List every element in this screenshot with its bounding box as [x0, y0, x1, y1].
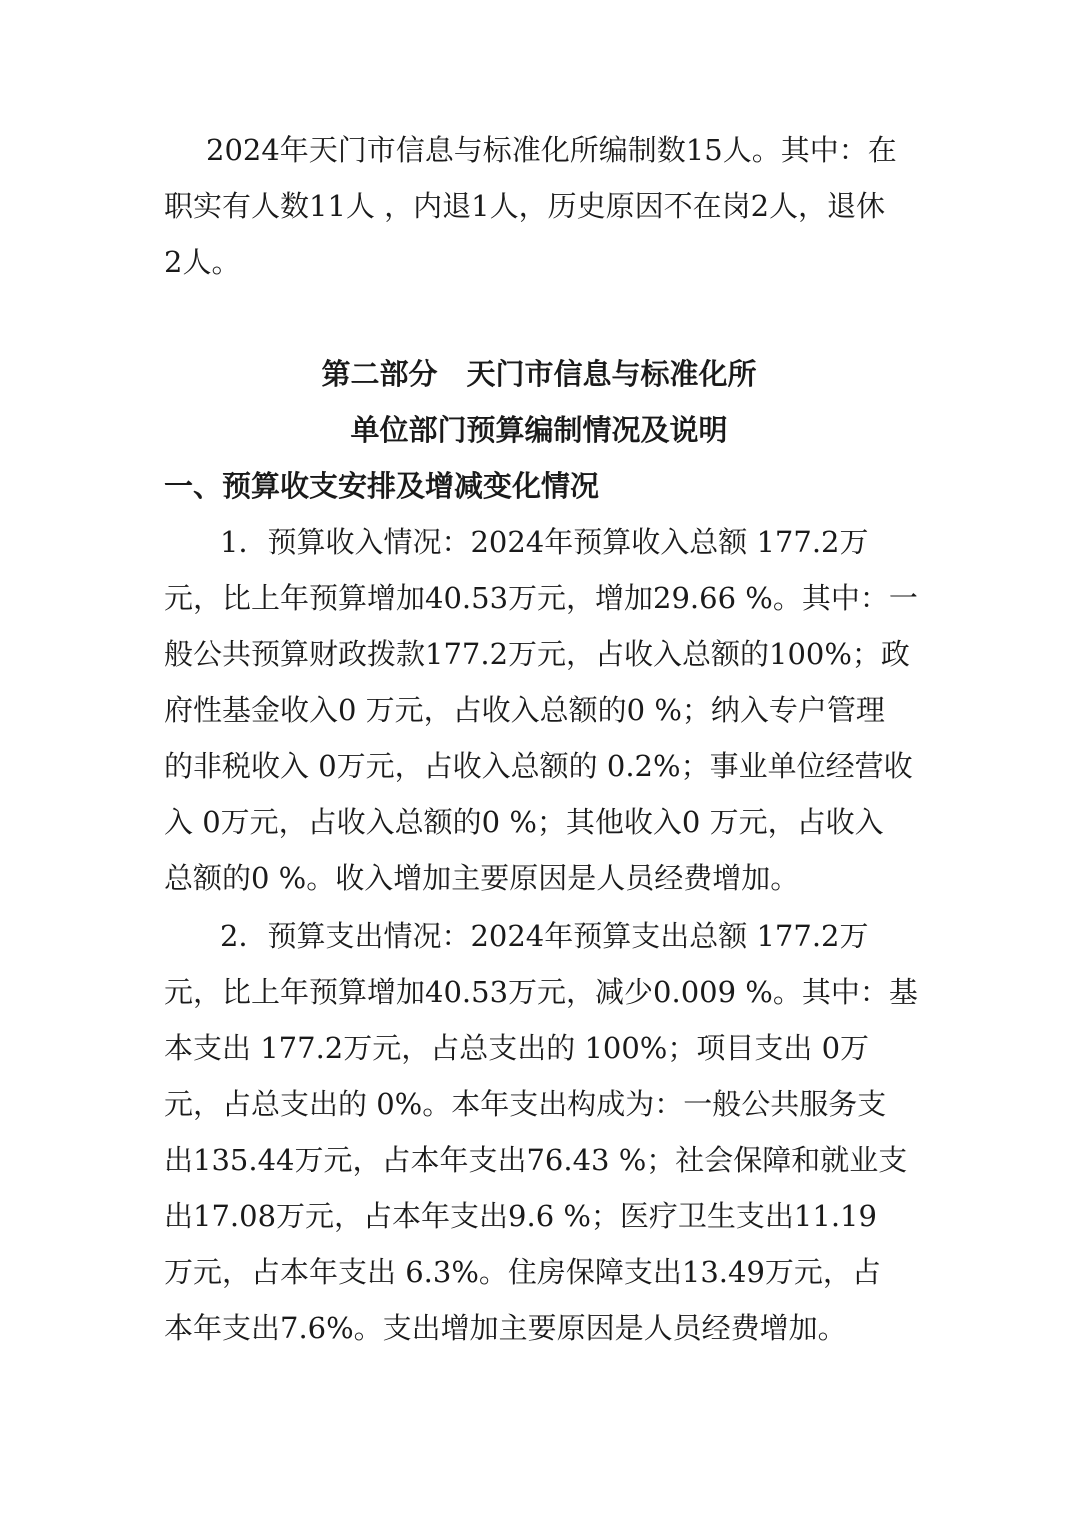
intro-line-2: 职实有人数11人 ，内退1人，历史原因不在岗2人，退休: [164, 189, 886, 223]
expense-line-2: 元，比上年预算增加40.53万元，减少0.009 %。其中：基: [164, 975, 918, 1009]
income-line-6: 入 0万元，占收入总额的0 %；其他收入0 万元，占收入: [164, 805, 884, 839]
part-title-line-1: 第二部分 天门市信息与标准化所: [321, 357, 757, 391]
income-line-7: 总额的0 %。收入增加主要原因是人员经费增加。: [164, 861, 800, 895]
income-line-4: 府性基金收入0 万元，占收入总额的0 %；纳入专户管理: [164, 693, 885, 727]
expense-line-1: 2．预算支出情况：2024年预算支出总额 177.2万: [220, 919, 869, 953]
income-line-2: 元，比上年预算增加40.53万元，增加29.66 %。其中：一: [164, 581, 918, 615]
section-1-heading: 一、预算收支安排及增减变化情况: [164, 469, 600, 503]
expense-line-6: 出17.08万元，占本年支出9.6 %；医疗卫生支出11.19: [164, 1199, 877, 1233]
expense-line-4: 元，占总支出的 0%。本年支出构成为：一般公共服务支: [164, 1087, 887, 1121]
part-title-line-2: 单位部门预算编制情况及说明: [350, 413, 728, 447]
expense-line-5: 出135.44万元，占本年支出76.43 %；社会保障和就业支: [164, 1143, 908, 1177]
income-line-5: 的非税收入 0万元，占收入总额的 0.2%；事业单位经营收: [164, 749, 913, 783]
intro-line-3: 2人。: [164, 245, 241, 279]
expense-line-3: 本支出 177.2万元，占总支出的 100%；项目支出 0万: [164, 1031, 870, 1065]
income-line-3: 般公共预算财政拨款177.2万元，占收入总额的100%；政: [164, 637, 910, 671]
intro-line-1: 2024年天门市信息与标准化所编制数15人。其中：在: [206, 133, 897, 167]
expense-line-7: 万元，占本年支出 6.3%。住房保障支出13.49万元，占: [164, 1255, 881, 1289]
income-line-1: 1．预算收入情况：2024年预算收入总额 177.2万: [220, 525, 869, 559]
expense-line-8: 本年支出7.6%。支出增加主要原因是人员经费增加。: [164, 1311, 847, 1345]
